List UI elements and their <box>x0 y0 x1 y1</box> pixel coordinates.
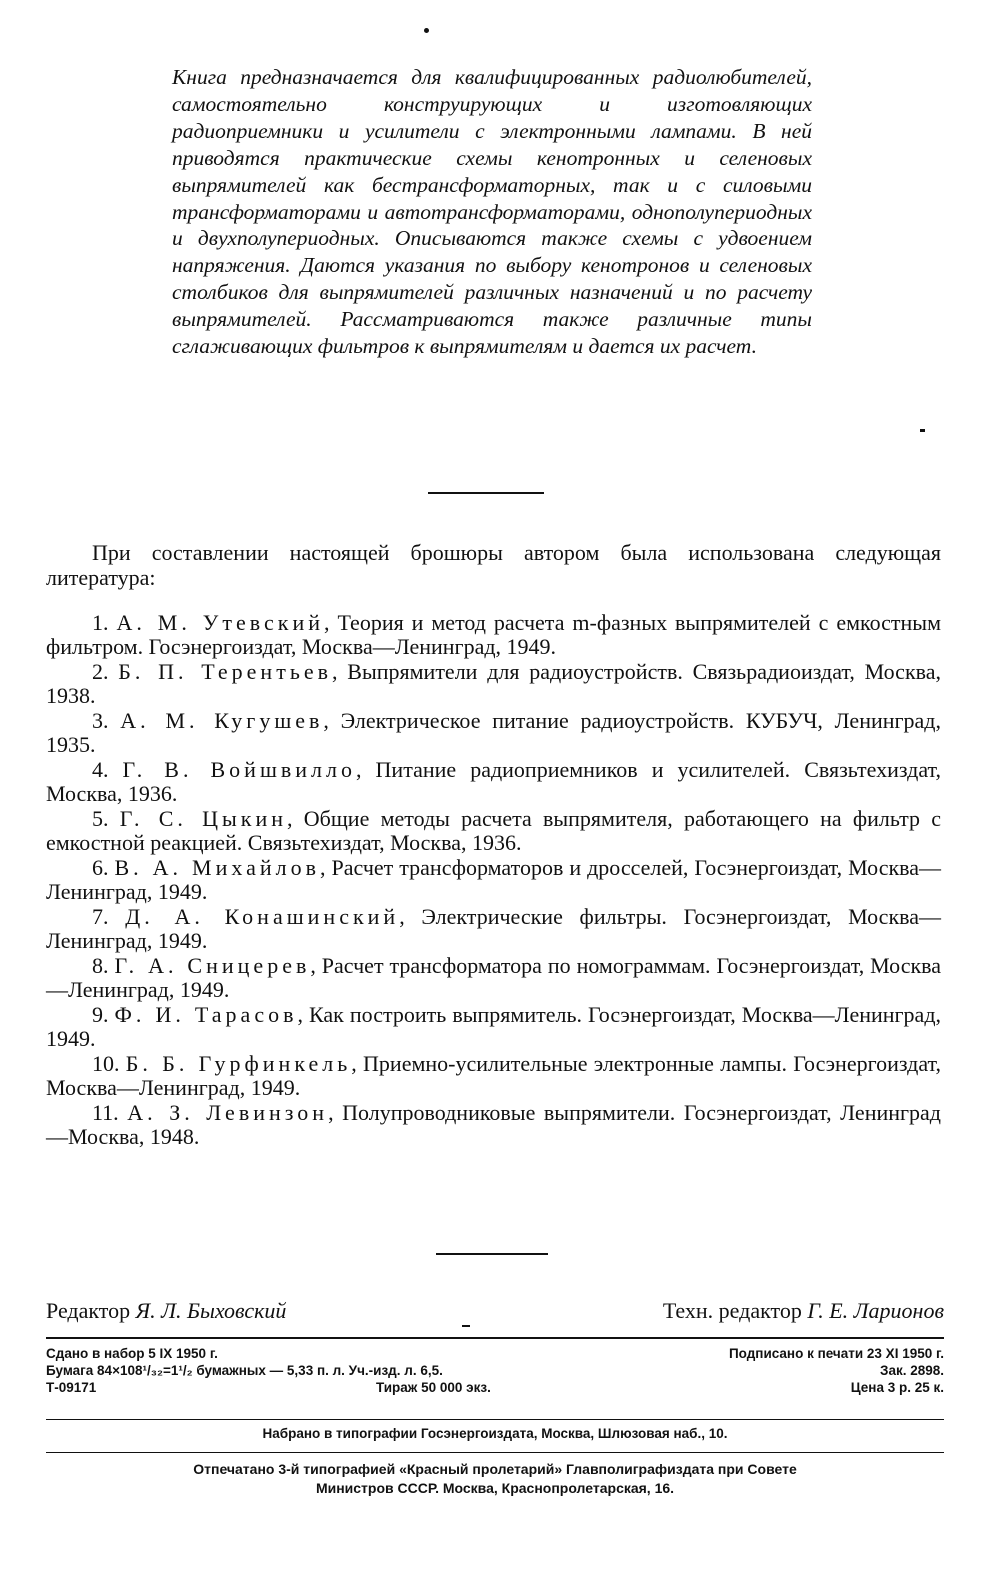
printing-house-line: Министров СССР. Москва, Краснопролетарская, 16. <box>315 1480 675 1496</box>
section-divider <box>436 1253 548 1255</box>
print-speck-mid <box>462 1325 470 1327</box>
print-run: Тираж 50 000 экз. <box>376 1380 491 1395</box>
reference-item <box>46 1003 941 1050</box>
reference-number: 4. <box>92 757 109 782</box>
reference-number: 2. <box>92 659 109 684</box>
book-annotation: Книга предназначается для квалифицированных радиолюбителей, самостоятельно конструирующих и изготовляющих радиоприемники и усилители с электронными лампами. В ней приводятся практические схемы кенотронных и селеновых выпрямителей как бестрансформаторных, так и с силовыми трансформаторами и автотрансформаторами, однополупериодных и двухполупериодных. Описываются также схемы с удвоением напряжения. Даются указания по выбору кенотронов и селеновых столбиков для выпрямителей различных назначений и по расчету выпрямителей. Рассматриваются также различные типы сглаживающих фильтров к выпрямителям и дается их расчет. <box>172 65 812 359</box>
imprint-rule-bottom <box>46 1452 944 1453</box>
reference-number: 9. <box>92 1002 109 1027</box>
reference-author: Г. В. Войшвилло <box>122 757 357 782</box>
reference-author: Б. Б. Гурфинкель <box>125 1051 352 1076</box>
editor-credits <box>46 1298 944 1328</box>
order-number: Зак. 2898. <box>879 1363 944 1378</box>
reference-text: , Электрическое питание радиоустройств. КУБУЧ, Ленинград, 1935. <box>46 708 941 757</box>
imprint-row <box>46 1379 944 1396</box>
reference-author: А. М. Утевский <box>116 610 325 635</box>
sent-to-typesetting: Сдано в набор 5 IX 1950 г. <box>46 1346 218 1361</box>
paper-format: Бумага 84×108¹/₃₂=1¹/₂ бумажных — 5,33 п. л. Уч.-изд. л. 6,5. <box>46 1363 443 1378</box>
reference-author: Д. А. Конашинский <box>125 904 400 929</box>
editor-name: Я. Л. Быховский <box>135 1298 287 1323</box>
reference-text: , Теория и метод расчета m-фазных выпрямителей с емкостным фильтром. Госэнергоиздат, Москва—Ленинград, 1949. <box>46 610 942 659</box>
reference-item <box>46 1052 941 1099</box>
reference-number: 3. <box>92 708 109 733</box>
license-code: Т-09171 <box>46 1380 97 1395</box>
reference-author: А. З. Левинзон <box>127 1100 329 1125</box>
imprint-rule-middle <box>46 1419 944 1420</box>
reference-item <box>46 856 941 903</box>
reference-item <box>46 905 941 952</box>
signed-for-print: Подписано к печати 23 XI 1950 г. <box>728 1346 944 1361</box>
reference-item <box>46 758 941 805</box>
imprint-rule-top <box>46 1337 944 1339</box>
reference-list <box>46 611 941 1150</box>
reference-number: 1. <box>92 610 109 635</box>
reference-item <box>46 1101 941 1148</box>
reference-number: 10. <box>92 1051 120 1076</box>
reference-author: В. А. Михайлов <box>114 855 321 880</box>
printing-house <box>46 1460 944 1498</box>
imprint-row <box>46 1345 944 1362</box>
reference-number: 7. <box>92 904 109 929</box>
print-speck-right <box>920 429 925 432</box>
reference-item <box>46 611 941 658</box>
reference-author: Б. П. Терентьев <box>118 659 333 684</box>
reference-number: 6. <box>92 855 109 880</box>
editor-credit <box>46 1298 286 1324</box>
literature-intro: При составлении настоящей брошюры автором была использована следующая литература: <box>46 540 941 590</box>
tech-editor-label: Техн. редактор <box>662 1298 802 1323</box>
reference-text: , Расчет трансформаторов и дросселей, Госэнергоиздат, Москва—Ленинград, 1949. <box>46 855 942 904</box>
reference-author: А. М. Кугушев <box>120 708 324 733</box>
print-speck-top <box>424 28 429 33</box>
reference-author: Г. С. Цыкин <box>119 806 288 831</box>
editor-label: Редактор <box>46 1298 131 1323</box>
reference-author: Г. А. Сницерев <box>114 953 311 978</box>
reference-text: , Электрические фильтры. Госэнергоиздат, Москва—Ленинград, 1949. <box>46 904 942 953</box>
printing-house-line: Отпечатано 3-й типографией «Красный пролетарий» Главполиграфиздата при Совете <box>193 1461 797 1477</box>
section-divider <box>428 492 544 494</box>
reference-number: 11. <box>92 1100 119 1125</box>
typeset-at: Набрано в типографии Госэнергоиздата, Москва, Шлюзовая наб., 10. <box>262 1426 728 1441</box>
price: Цена 3 р. 25 к. <box>850 1380 944 1395</box>
reference-author: Ф. И. Тарасов <box>114 1002 298 1027</box>
reference-number: 8. <box>92 953 109 978</box>
reference-item <box>46 660 941 707</box>
imprint-block <box>46 1345 944 1415</box>
reference-text: , Выпрямители для радиоустройств. Связьрадиоиздат, Москва, 1938. <box>46 659 941 708</box>
reference-item <box>46 709 941 756</box>
reference-text: , Питание радиоприемников и усилителей. Связьтехиздат, Москва, 1936. <box>46 757 941 806</box>
imprint-row <box>46 1362 944 1379</box>
tech-editor-name: Г. Е. Ларионов <box>807 1298 944 1323</box>
reference-item <box>46 954 941 1001</box>
reference-text: , Полупроводниковые выпрямители. Госэнергоиздат, Ленинград—Москва, 1948. <box>46 1100 941 1149</box>
reference-item <box>46 807 941 854</box>
reference-text: , Приемно-усилительные электронные лампы. Госэнергоиздат, Москва—Ленинград, 1949. <box>46 1051 941 1100</box>
reference-text: , Как построить выпрямитель. Госэнергоиздат, Москва—Ленинград, 1949. <box>46 1002 942 1051</box>
reference-number: 5. <box>92 806 109 831</box>
reference-text: , Общие методы расчета выпрямителя, работающего на фильтр с емкостной реакцией. Связьтехиздат, Москва, 1936. <box>46 806 941 855</box>
tech-editor-credit <box>663 1298 944 1324</box>
reference-text: , Расчет трансформатора по номограммам. Госэнергоиздат, Москва—Ленинград, 1949. <box>46 953 942 1002</box>
